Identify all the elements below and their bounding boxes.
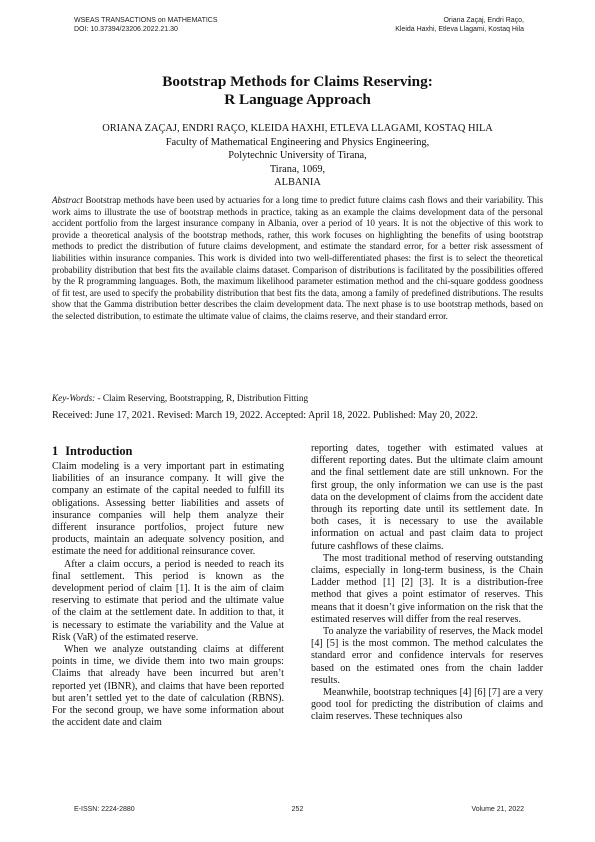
footer-volume: Volume 21, 2022 [471, 806, 524, 813]
body-column-left [52, 443, 284, 729]
author-names: ORIANA ZAÇAJ, ENDRI RAÇO, KLEIDA HAXHI, ETLEVA LLAGAMI, KOSTAQ HILA [102, 123, 493, 134]
paragraph: Meanwhile, bootstrap techniques [4] [6] [7] are a very good tool for predicting the distribution of claims and claim reserves. These techniques also [311, 687, 543, 723]
title-line2: R Language Approach [224, 91, 371, 108]
keywords-text: - Claim Reserving, Bootstrapping, R, Distribution Fitting [97, 393, 309, 403]
body-column-right [311, 443, 543, 724]
section-title: Introduction [65, 444, 133, 458]
paragraph: Claim modeling is a very important part in estimating liabilities of an insurance company. It will give the company an estimate of the capital needed to fulfill its obligations. Assessing better liabilities and assets of insurance companies will help them analyze their different insurance portfolios, project future new products, maintain an adequate solvency position, and estimate the need for additional reinsurance cover. [52, 461, 284, 558]
paragraph: To analyze the variability of reserves, the Mack model [4] [5] is the most common. The method calculates the standard error and confidence intervals for reserves based on the estimated ones from the chain ladder results. [311, 626, 543, 686]
journal-name: WSEAS TRANSACTIONS on MATHEMATICS [74, 17, 218, 24]
paragraph: When we analyze outstanding claims at different points in time, we divide them into two main groups: Claims that already have been incurred but aren’t reported yet (IBNR), and claims that have been reported but aren’t settled yet to the date of calculation (RBNS). For the second group, we have some information about the accident date and claim [52, 644, 284, 729]
paragraph: reporting dates, together with estimated values at different reporting dates. But the ultimate claim amount and the final settlement date are still unknown. For the first group, the only information we can use is the past data on the development of claims from the accident date through its reporting date until its settlement date. In both cases, it is necessary to use the available information on actual and past claim data to project future cashflows of these claims. [311, 443, 543, 552]
publication-dates: Received: June 17, 2021. Revised: March 19, 2022. Accepted: April 18, 2022. Published: May 20, 2022. [52, 410, 478, 421]
running-header-right [395, 16, 524, 34]
paragraph: After a claim occurs, a period is needed to reach its final settlement. This period is known as the development period of claim [1]. It is the aim of claim reserving to estimate that period and the ultimate value of the claim at the settlement date. In addition to that, it is necessary to estimate the variability and the Value at Risk (VaR) of the estimated reserve. [52, 558, 284, 643]
affiliation-country: ALBANIA [274, 177, 321, 189]
abstract-label: Abstract [52, 195, 83, 205]
footer-page-number: 252 [291, 806, 304, 813]
affiliation-city: Tirana, 1069, [269, 163, 326, 175]
header-authors-line2: Kleida Haxhi, Etleva Llagami, Kostaq Hila [395, 26, 524, 34]
doi: DOI: 10.37394/23206.2022.21.30 [74, 26, 178, 34]
abstract [52, 195, 543, 323]
section-number: 1 [52, 444, 59, 458]
paragraph: The most traditional method of reserving outstanding claims, especially in long-term business, is the Chain Ladder method [1] [2] [3]. It is a distribution-free method that gives a point estimator of reserves. This means that it doesn’t give information on the risk that the estimated reserves will differ from the real reserves. [311, 552, 543, 625]
affiliation-university: Polytechnic University of Tirana, [228, 150, 367, 162]
affiliation-faculty: Faculty of Mathematical Engineering and Physics Engineering, [165, 136, 430, 148]
section-heading [52, 443, 284, 459]
keywords [52, 393, 543, 405]
title-line1: Bootstrap Methods for Claims Reserving: [162, 73, 433, 90]
footer-issn: E-ISSN: 2224-2880 [74, 806, 135, 813]
header-authors-line1: Oriana Zaçaj, Endri Raço, [443, 17, 524, 24]
running-header-left [74, 16, 218, 34]
author-block [40, 122, 555, 190]
paper-title [40, 73, 555, 109]
keywords-label: Key-Words: [52, 393, 96, 403]
abstract-text: Bootstrap methods have been used by actuaries for a long time to predict future claims cash flows and their variability. This work aims to illustrate the use of bootstrap methods in practice, taking as an example the claims development data of the personal accident portfolio from the largest insurance company in Albania, over a period of 10 years. It is not the objective of this work to provide a theoretical analysis of the bootstrap methods, rather, this work focuses on highlighting the benefits of using bootstrap methods to predict the distribution of future claims development, and estimate the standard error, for a better risk assessment of liabilities within insurance companies. This work is divided into two well-differentiated phases: the first is to select the theoretical probability distribution that best fits the available claims dataset. Comparison of distributions is facilitated by the possibilities offered by the R programming languages. Both, the maximum likelihood parameter estimation method and the chi-square goddess goodness of fit test, are used to specify the probability distribution that best fits the data, among a family of predefined distributions. The results show that the Gamma distribution better describes the claim development data. The next phase is to use bootstrap methods, based on the selected distribution, to estimate the ultimate value of claims, the claims reserve, and their standard error. [52, 195, 543, 321]
